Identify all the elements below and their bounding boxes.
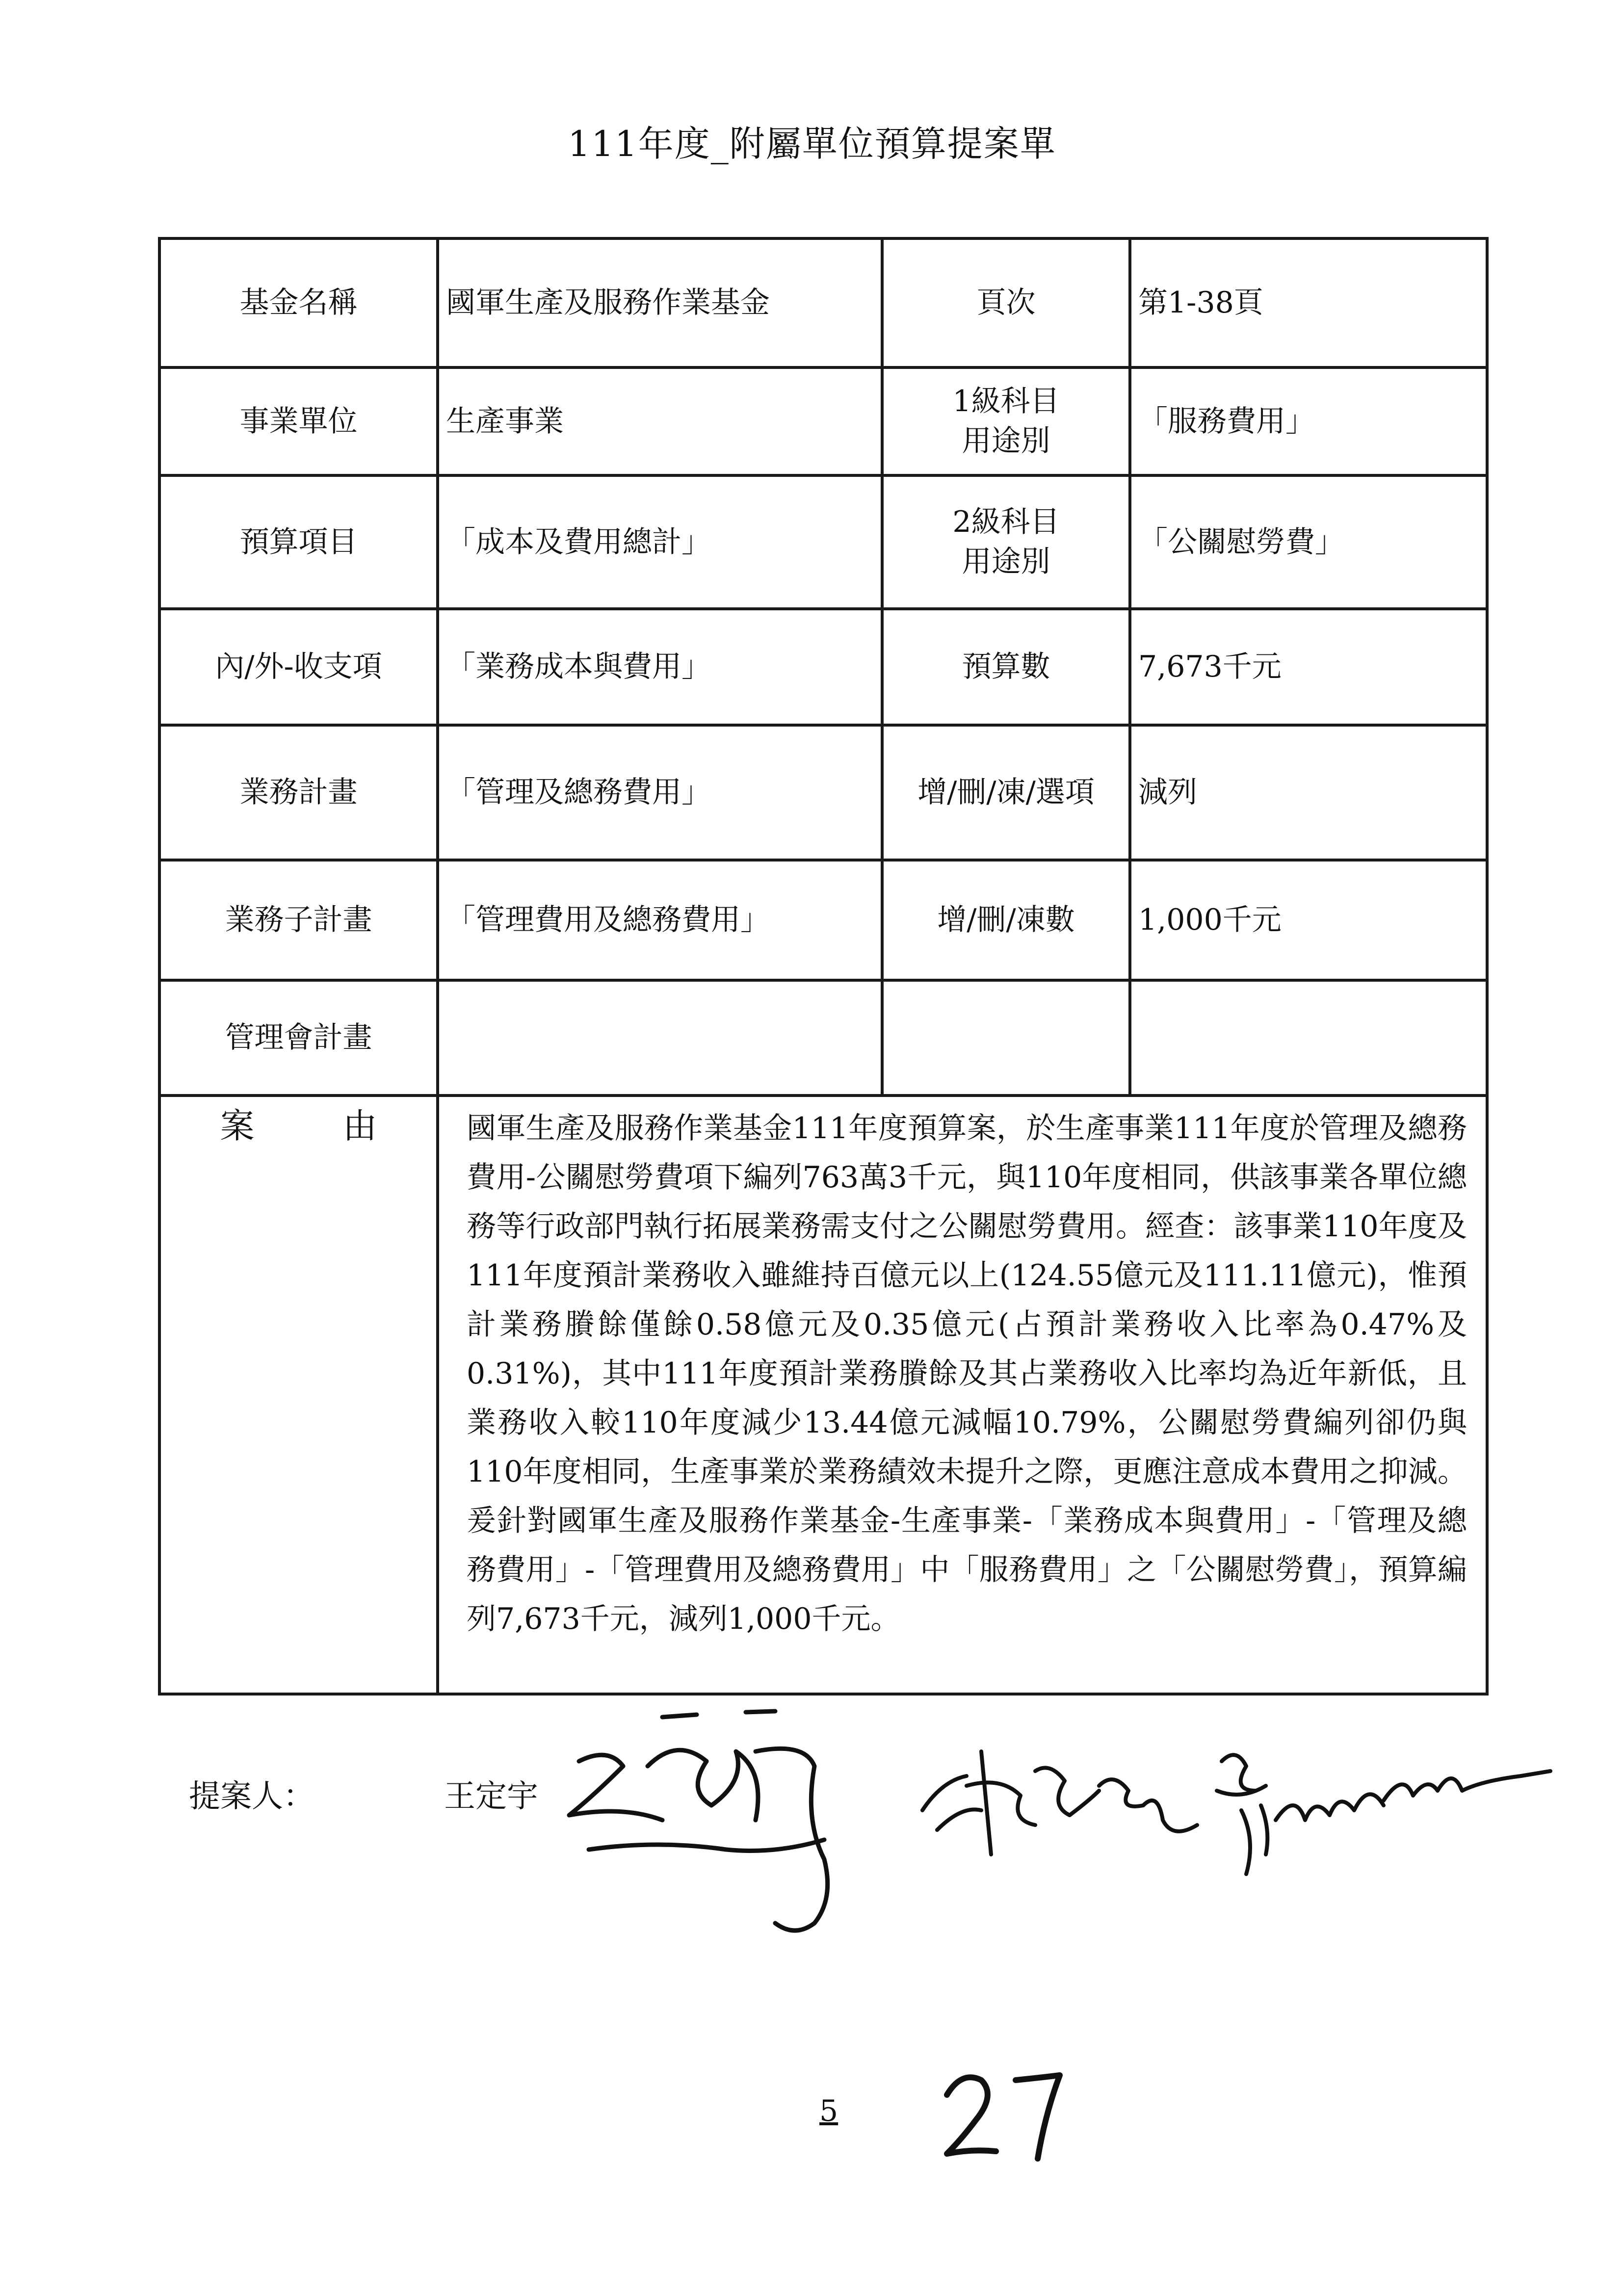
business-plan-label: 業務計畫 [159,725,438,860]
business-unit-value: 生產事業 [438,367,882,475]
level2-subject-label [882,475,1130,609]
row-reason [159,1096,1487,1694]
business-unit-label: 事業單位 [159,367,438,475]
level1-subject-line1: 1級科目 [952,384,1060,418]
signature-3-stroke-3 [1276,1794,1384,1820]
page-number: 5 [819,2094,838,2128]
level2-subject-line1: 2級科目 [952,505,1060,539]
signature-1-stroke-1 [662,1711,775,1717]
revenue-expense-label: 內/外-收支項 [159,609,438,725]
budget-amount-label: 預算數 [882,609,1130,725]
signature-1-stroke-3 [648,1750,758,1820]
reason-label [159,1096,438,1694]
row-business-unit [159,367,1487,475]
action-option-label: 增/刪/凍/選項 [882,725,1130,860]
row-fund-name [159,238,1487,367]
reason-label-char-2: 由 [342,1106,377,1146]
budget-amount-value: 7,673千元 [1130,609,1487,725]
signature-2-stroke-3 [1035,1768,1099,1815]
handwritten-digit-2 [947,2077,996,2154]
signature-3-stroke-1 [1217,1755,1266,1795]
row-budget-item [159,475,1487,609]
level1-subject-label [882,367,1130,475]
page-ref-value: 第1-38頁 [1130,238,1487,367]
reason-text: 國軍生產及服務作業基金111年度預算案，於生產事業111年度於管理及總務費用-公關慰勞費項下編列763萬3千元，與110年度相同，供該事業各單位總務等行政部門執行拓展業務需支付之公關慰勞費用。經查：該事業110年度及111年度預計業務收入雖維持百億元以上(124.55億元及111.11億元)，惟預計業務賸餘僅餘0.58億元及0.35億元(占預計業務收入比率為0.47%及0.31%)，其中111年度預計業務賸餘及其占業務收入比率均為近年新低，且業務收入較110年度減少13.44億元減幅10.79%，公關慰勞費編列卻仍與110年度相同，生產事業於業務績效未提升之際，更應注意成本費用之抑減。爰針對國軍生產及服務作業基金-生產事業-「業務成本與費用」-「管理及總務費用」-「管理費用及總務費用」中「服務費用」之「公關慰勞費」，預算編列7,673千元，減列1,000千元。 [438,1096,1487,1694]
proposal-form-table [158,237,1489,1696]
revenue-expense-value: 「業務成本與費用」 [438,609,882,725]
handwritten-digit-7 [1016,2075,1060,2159]
level2-subject-line2: 用途別 [962,545,1050,579]
proposer-name: 王定宇 [444,1778,538,1815]
row-business-subplan [159,860,1487,980]
budget-item-value: 「成本及費用總計」 [438,475,882,609]
business-subplan-label: 業務子計畫 [159,860,438,980]
level1-subject-line2: 用途別 [962,424,1050,458]
action-amount-label: 增/刪/凍數 [882,860,1130,980]
proposer-label: 提案人： [189,1778,314,1815]
action-amount-value: 1,000千元 [1130,860,1487,980]
signature-1-stroke-4 [756,1748,828,1931]
fund-name-label: 基金名稱 [159,238,438,367]
budget-item-label: 預算項目 [159,475,438,609]
management-accounting-value [438,980,882,1096]
level1-subject-value: 「服務費用」 [1130,367,1487,475]
handwritten-number-27 [927,2061,1074,2173]
row-revenue-expense [159,609,1487,725]
signature-2-stroke-4 [1099,1779,1197,1831]
signature-3-stroke-2 [1241,1805,1267,1874]
reason-label-char-1: 案 [220,1106,255,1146]
empty-label-cell [882,980,1130,1096]
empty-value-cell [1130,980,1487,1096]
management-accounting-label: 管理會計畫 [159,980,438,1096]
handwritten-signatures [550,1693,1580,1987]
row-business-plan [159,725,1487,860]
business-subplan-value: 「管理費用及總務費用」 [438,860,882,980]
signature-2-stroke-2 [967,1751,1035,1854]
fund-name-value: 國軍生產及服務作業基金 [438,238,882,367]
action-option-value: 減列 [1130,725,1487,860]
signature-1-stroke-5 [589,1840,824,1851]
signature-3-stroke-4 [1384,1771,1550,1800]
page-ref-label: 頁次 [882,238,1130,367]
row-management-accounting [159,980,1487,1096]
page-title: 111年度_附屬單位預算提案單 [568,123,1056,164]
level2-subject-value: 「公關慰勞費」 [1130,475,1487,609]
business-plan-value: 「管理及總務費用」 [438,725,882,860]
